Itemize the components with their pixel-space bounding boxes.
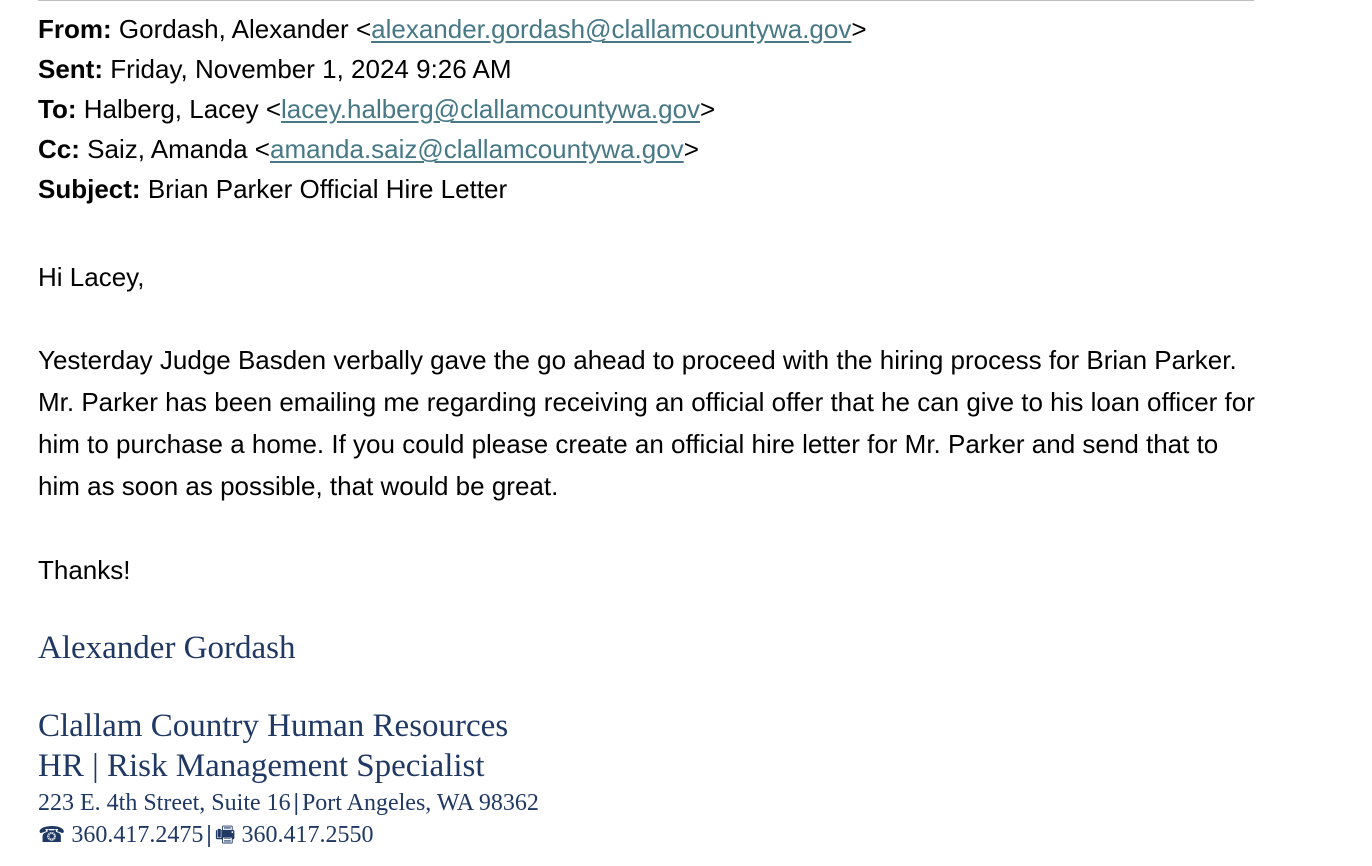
top-divider	[38, 0, 1254, 1]
sent-label: Sent:	[38, 54, 103, 84]
address-street: 223 E. 4th Street, Suite 16	[38, 790, 291, 816]
from-name: Gordash, Alexander <	[118, 14, 372, 44]
address-city: Port Angeles, WA 98362	[301, 790, 539, 816]
address-separator: |	[293, 790, 299, 816]
phone-number: 360.417.2475	[71, 822, 204, 848]
cc-line	[38, 129, 867, 169]
from-email-link[interactable]: alexander.gordash@clallamcountywa.gov	[371, 14, 852, 44]
cc-email-link[interactable]: amanda.saiz@clallamcountywa.gov	[269, 134, 684, 164]
cc-close: >	[683, 134, 699, 164]
to-line	[38, 89, 867, 129]
sent-line	[38, 49, 867, 89]
closing: Thanks!	[38, 555, 131, 585]
fax-number: 360.417.2550	[241, 822, 374, 848]
subject-label: Subject:	[38, 174, 141, 204]
from-label: From:	[38, 14, 112, 44]
body-paragraph: Yesterday Judge Basden verbally gave the go ahead to proceed with the hiring process for Brian Parker. Mr. Parker has been emailing me regarding receiving an official offer that he can give to his loan officer for him to purchase a home. If you could please create an official hire letter for Mr. Parker and send that to him as soon as possible, that would be great.	[38, 345, 1255, 501]
from-close: >	[851, 14, 867, 44]
signature-contact	[38, 819, 373, 852]
signature-name: Alexander Gordash	[38, 630, 296, 666]
subject-value: Brian Parker Official Hire Letter	[147, 174, 508, 204]
to-close: >	[700, 94, 716, 124]
from-line	[38, 9, 867, 49]
greeting: Hi Lacey,	[38, 262, 145, 292]
subject-line	[38, 169, 867, 209]
to-name: Halberg, Lacey <	[83, 94, 282, 124]
email-header	[38, 9, 867, 209]
signature-title: HR | Risk Management Specialist	[38, 748, 485, 784]
to-email-link[interactable]: lacey.halberg@clallamcountywa.gov	[281, 94, 701, 124]
cc-label: Cc:	[38, 134, 80, 164]
to-label: To:	[38, 94, 77, 124]
contact-separator: |	[206, 822, 212, 848]
sent-value: Friday, November 1, 2024 9:26 AM	[110, 54, 512, 84]
fax-icon: 🖷	[214, 823, 236, 848]
signature-address	[38, 787, 539, 819]
cc-name: Saiz, Amanda <	[87, 134, 270, 164]
phone-icon: ☎	[38, 823, 66, 848]
signature-organization: Clallam Country Human Resources	[38, 708, 509, 744]
